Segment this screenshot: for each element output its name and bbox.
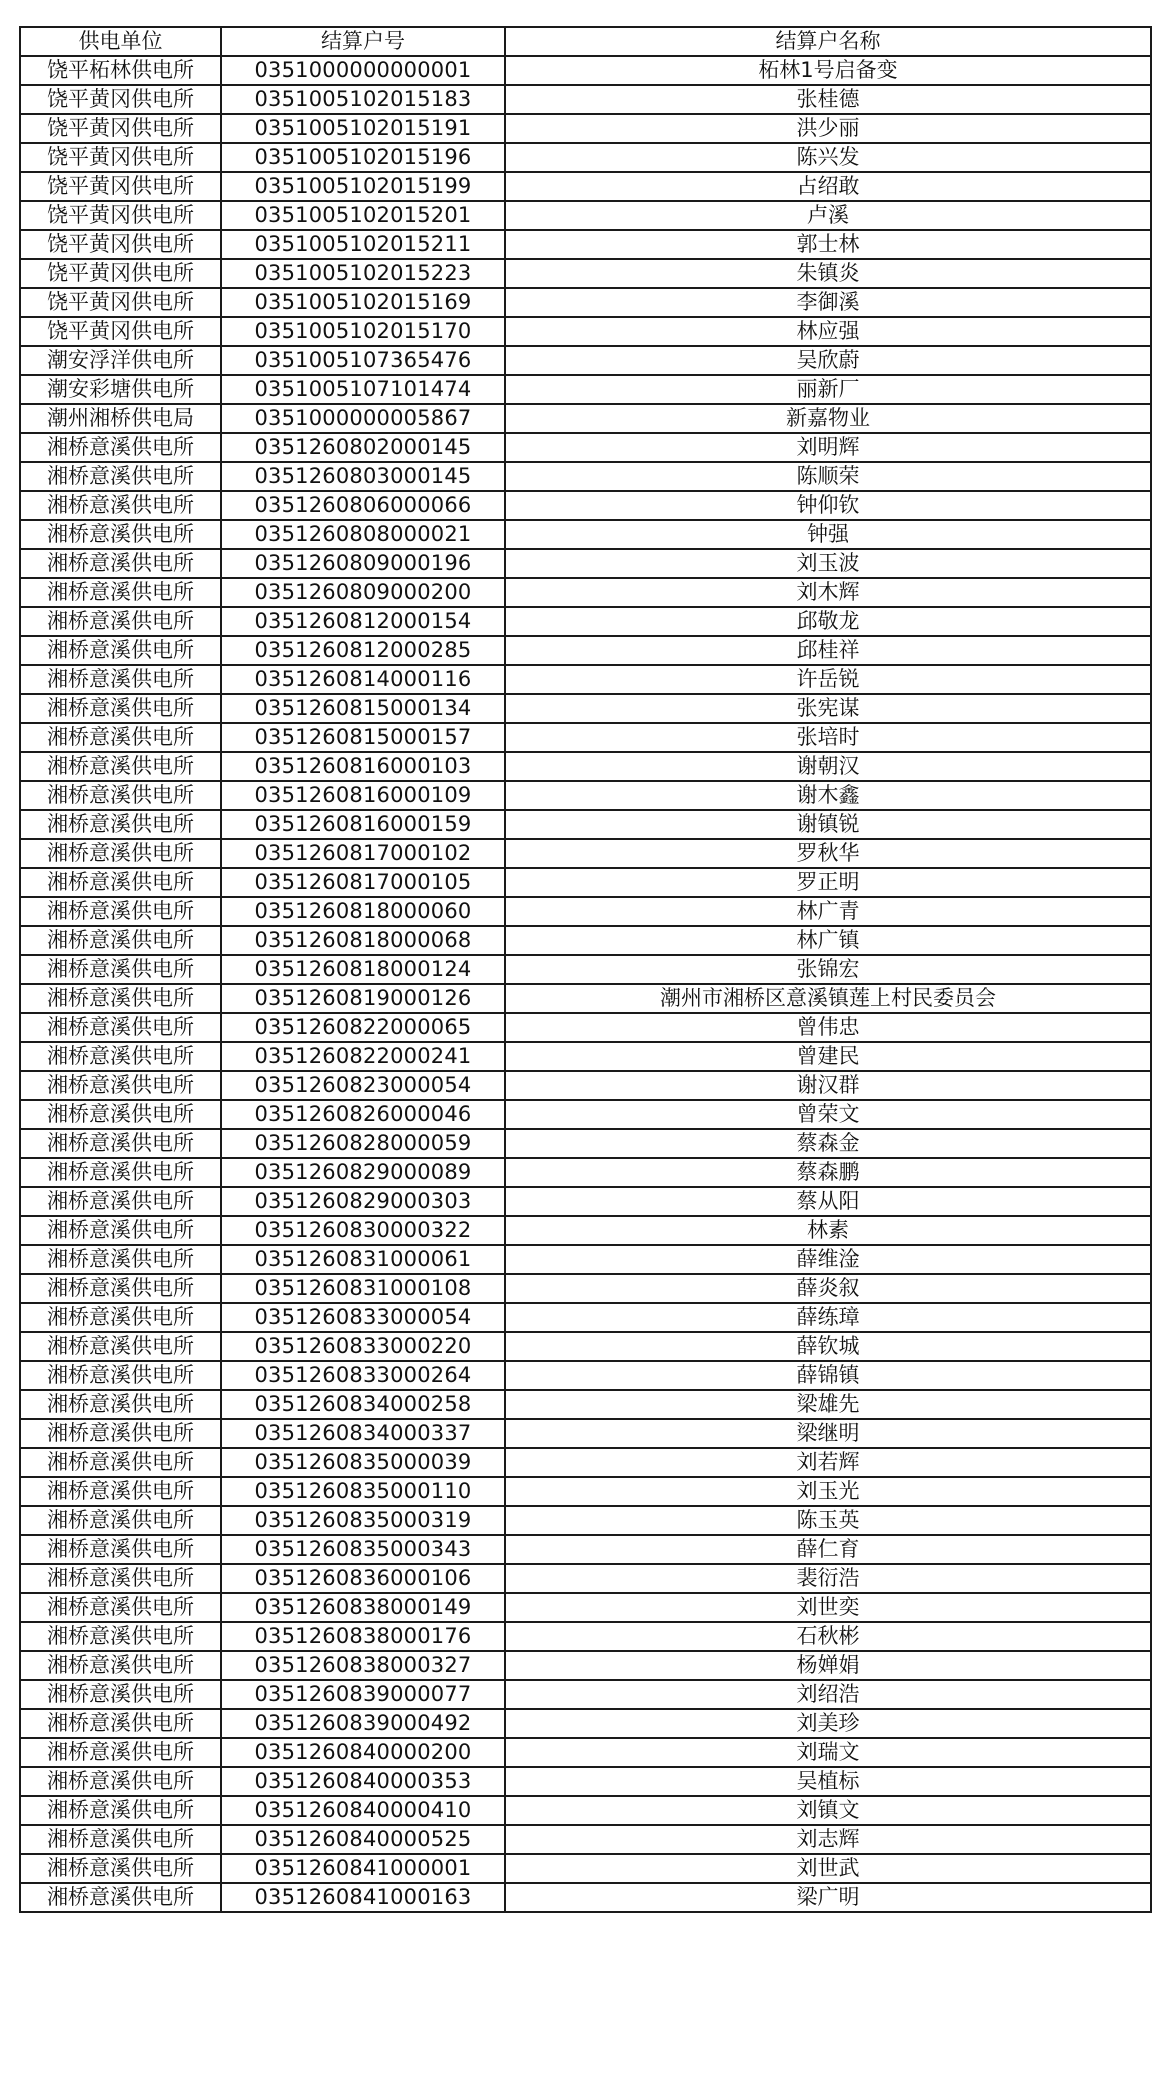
cell-supply-unit: 湘桥意溪供电所 [20, 1854, 221, 1883]
table-row [20, 897, 1151, 926]
cell-account-number: 0351260812000154 [221, 607, 505, 636]
cell-account-name: 罗正明 [505, 868, 1151, 897]
table-row [20, 1100, 1151, 1129]
cell-supply-unit: 湘桥意溪供电所 [20, 926, 221, 955]
table-row [20, 317, 1151, 346]
cell-account-name: 钟仰钦 [505, 491, 1151, 520]
cell-account-name: 蔡森鹏 [505, 1158, 1151, 1187]
cell-account-name: 梁广明 [505, 1883, 1151, 1912]
cell-supply-unit: 湘桥意溪供电所 [20, 520, 221, 549]
cell-supply-unit: 潮州湘桥供电局 [20, 404, 221, 433]
header-supply-unit: 供电单位 [20, 27, 221, 56]
cell-account-name: 李御溪 [505, 288, 1151, 317]
cell-supply-unit: 湘桥意溪供电所 [20, 665, 221, 694]
cell-account-name: 薛炎叙 [505, 1274, 1151, 1303]
cell-account-name: 谢朝汉 [505, 752, 1151, 781]
cell-supply-unit: 湘桥意溪供电所 [20, 1390, 221, 1419]
cell-account-name: 梁继明 [505, 1419, 1151, 1448]
cell-account-name: 潮州市湘桥区意溪镇莲上村民委员会 [505, 984, 1151, 1013]
cell-account-number: 0351260816000159 [221, 810, 505, 839]
cell-account-number: 0351260828000059 [221, 1129, 505, 1158]
cell-account-name: 张培时 [505, 723, 1151, 752]
cell-supply-unit: 潮安浮洋供电所 [20, 346, 221, 375]
cell-account-name: 刘世武 [505, 1854, 1151, 1883]
cell-account-name: 曾荣文 [505, 1100, 1151, 1129]
cell-account-number: 0351260816000109 [221, 781, 505, 810]
cell-account-number: 0351260826000046 [221, 1100, 505, 1129]
cell-account-number: 0351260841000001 [221, 1854, 505, 1883]
cell-account-name: 林广镇 [505, 926, 1151, 955]
cell-supply-unit: 湘桥意溪供电所 [20, 1448, 221, 1477]
table-row [20, 1390, 1151, 1419]
table-row [20, 1622, 1151, 1651]
cell-account-number: 0351260829000303 [221, 1187, 505, 1216]
cell-account-name: 林应强 [505, 317, 1151, 346]
cell-account-number: 0351260834000258 [221, 1390, 505, 1419]
cell-supply-unit: 湘桥意溪供电所 [20, 1274, 221, 1303]
cell-supply-unit: 湘桥意溪供电所 [20, 1332, 221, 1361]
cell-account-name: 薛仁育 [505, 1535, 1151, 1564]
cell-supply-unit: 湘桥意溪供电所 [20, 810, 221, 839]
cell-account-name: 郭士林 [505, 230, 1151, 259]
table-row [20, 1796, 1151, 1825]
cell-account-number: 0351260833000220 [221, 1332, 505, 1361]
cell-supply-unit: 饶平黄冈供电所 [20, 114, 221, 143]
table-row [20, 1419, 1151, 1448]
cell-account-number: 0351000000000001 [221, 56, 505, 85]
cell-supply-unit: 湘桥意溪供电所 [20, 1883, 221, 1912]
cell-account-name: 林广青 [505, 897, 1151, 926]
table-row [20, 694, 1151, 723]
cell-account-name: 张锦宏 [505, 955, 1151, 984]
cell-account-name: 曾建民 [505, 1042, 1151, 1071]
table-row [20, 1071, 1151, 1100]
cell-supply-unit: 湘桥意溪供电所 [20, 1187, 221, 1216]
table-row [20, 1274, 1151, 1303]
cell-supply-unit: 湘桥意溪供电所 [20, 491, 221, 520]
cell-account-name: 刘玉光 [505, 1477, 1151, 1506]
cell-supply-unit: 饶平黄冈供电所 [20, 230, 221, 259]
cell-supply-unit: 饶平柘林供电所 [20, 56, 221, 85]
cell-supply-unit: 湘桥意溪供电所 [20, 1738, 221, 1767]
cell-supply-unit: 湘桥意溪供电所 [20, 1419, 221, 1448]
cell-supply-unit: 湘桥意溪供电所 [20, 781, 221, 810]
table-row [20, 172, 1151, 201]
cell-account-number: 0351260836000106 [221, 1564, 505, 1593]
cell-account-name: 钟强 [505, 520, 1151, 549]
cell-supply-unit: 湘桥意溪供电所 [20, 1680, 221, 1709]
cell-supply-unit: 饶平黄冈供电所 [20, 317, 221, 346]
cell-account-number: 0351005102015201 [221, 201, 505, 230]
table-row [20, 375, 1151, 404]
cell-supply-unit: 湘桥意溪供电所 [20, 1535, 221, 1564]
cell-supply-unit: 湘桥意溪供电所 [20, 1477, 221, 1506]
table-row [20, 723, 1151, 752]
table-row [20, 259, 1151, 288]
cell-account-name: 陈兴发 [505, 143, 1151, 172]
table-row [20, 578, 1151, 607]
header-account-name: 结算户名称 [505, 27, 1151, 56]
cell-account-name: 罗秋华 [505, 839, 1151, 868]
table-row [20, 1245, 1151, 1274]
cell-account-number: 0351260840000410 [221, 1796, 505, 1825]
cell-account-number: 0351260822000241 [221, 1042, 505, 1071]
cell-supply-unit: 湘桥意溪供电所 [20, 1071, 221, 1100]
cell-supply-unit: 潮安彩塘供电所 [20, 375, 221, 404]
cell-account-name: 刘明辉 [505, 433, 1151, 462]
table-row [20, 665, 1151, 694]
cell-supply-unit: 湘桥意溪供电所 [20, 897, 221, 926]
cell-account-number: 0351260831000061 [221, 1245, 505, 1274]
cell-account-name: 卢溪 [505, 201, 1151, 230]
cell-supply-unit: 饶平黄冈供电所 [20, 201, 221, 230]
table-row [20, 1303, 1151, 1332]
table-row [20, 1680, 1151, 1709]
cell-supply-unit: 饶平黄冈供电所 [20, 288, 221, 317]
table-row [20, 752, 1151, 781]
cell-account-name: 刘美珍 [505, 1709, 1151, 1738]
table-row [20, 462, 1151, 491]
cell-account-number: 0351260809000200 [221, 578, 505, 607]
cell-supply-unit: 湘桥意溪供电所 [20, 1593, 221, 1622]
cell-account-number: 0351260833000054 [221, 1303, 505, 1332]
cell-account-name: 蔡从阳 [505, 1187, 1151, 1216]
cell-account-number: 0351005102015191 [221, 114, 505, 143]
table-row [20, 1854, 1151, 1883]
cell-account-number: 0351260830000322 [221, 1216, 505, 1245]
cell-account-number: 0351260812000285 [221, 636, 505, 665]
table-row [20, 230, 1151, 259]
cell-supply-unit: 湘桥意溪供电所 [20, 955, 221, 984]
cell-account-number: 0351005102015199 [221, 172, 505, 201]
cell-supply-unit: 湘桥意溪供电所 [20, 1013, 221, 1042]
cell-account-number: 0351005102015211 [221, 230, 505, 259]
cell-account-number: 0351005102015196 [221, 143, 505, 172]
cell-account-name: 刘绍浩 [505, 1680, 1151, 1709]
cell-account-name: 梁雄先 [505, 1390, 1151, 1419]
cell-account-number: 0351260803000145 [221, 462, 505, 491]
cell-account-number: 0351260823000054 [221, 1071, 505, 1100]
cell-supply-unit: 湘桥意溪供电所 [20, 1100, 221, 1129]
cell-supply-unit: 湘桥意溪供电所 [20, 549, 221, 578]
cell-account-name: 裴衍浩 [505, 1564, 1151, 1593]
table-row [20, 346, 1151, 375]
header-account-number: 结算户号 [221, 27, 505, 56]
cell-account-number: 0351260840000200 [221, 1738, 505, 1767]
cell-account-name: 许岳锐 [505, 665, 1151, 694]
cell-account-number: 0351005107365476 [221, 346, 505, 375]
cell-account-name: 杨婵娟 [505, 1651, 1151, 1680]
cell-account-name: 刘世奕 [505, 1593, 1151, 1622]
cell-account-number: 0351260819000126 [221, 984, 505, 1013]
table-row [20, 1187, 1151, 1216]
cell-account-name: 邱敬龙 [505, 607, 1151, 636]
table-row [20, 1448, 1151, 1477]
cell-account-name: 谢木鑫 [505, 781, 1151, 810]
cell-supply-unit: 湘桥意溪供电所 [20, 1767, 221, 1796]
cell-supply-unit: 湘桥意溪供电所 [20, 1216, 221, 1245]
cell-account-number: 0351260802000145 [221, 433, 505, 462]
cell-account-name: 林素 [505, 1216, 1151, 1245]
cell-account-number: 0351260841000163 [221, 1883, 505, 1912]
cell-account-name: 吴植标 [505, 1767, 1151, 1796]
cell-account-name: 柘林1号启备变 [505, 56, 1151, 85]
cell-supply-unit: 湘桥意溪供电所 [20, 1361, 221, 1390]
cell-account-number: 0351260838000176 [221, 1622, 505, 1651]
cell-account-number: 0351260839000077 [221, 1680, 505, 1709]
cell-account-number: 0351260817000105 [221, 868, 505, 897]
cell-account-name: 蔡森金 [505, 1129, 1151, 1158]
cell-supply-unit: 湘桥意溪供电所 [20, 636, 221, 665]
table-row [20, 1535, 1151, 1564]
cell-account-name: 丽新厂 [505, 375, 1151, 404]
cell-account-name: 薛锦镇 [505, 1361, 1151, 1390]
cell-account-number: 0351260829000089 [221, 1158, 505, 1187]
cell-supply-unit: 湘桥意溪供电所 [20, 1709, 221, 1738]
table-row [20, 85, 1151, 114]
table-row [20, 1013, 1151, 1042]
cell-supply-unit: 湘桥意溪供电所 [20, 1303, 221, 1332]
cell-account-name: 刘瑞文 [505, 1738, 1151, 1767]
cell-account-number: 0351005102015170 [221, 317, 505, 346]
cell-account-name: 谢镇锐 [505, 810, 1151, 839]
cell-account-number: 0351260835000319 [221, 1506, 505, 1535]
cell-supply-unit: 湘桥意溪供电所 [20, 1042, 221, 1071]
cell-account-number: 0351260839000492 [221, 1709, 505, 1738]
cell-account-number: 0351260835000110 [221, 1477, 505, 1506]
table-row [20, 404, 1151, 433]
header-row [20, 27, 1151, 56]
cell-supply-unit: 湘桥意溪供电所 [20, 1622, 221, 1651]
table-row [20, 1593, 1151, 1622]
cell-account-name: 新嘉物业 [505, 404, 1151, 433]
cell-account-number: 0351260822000065 [221, 1013, 505, 1042]
table-row [20, 636, 1151, 665]
table-row [20, 1129, 1151, 1158]
cell-supply-unit: 饶平黄冈供电所 [20, 143, 221, 172]
cell-account-name: 刘镇文 [505, 1796, 1151, 1825]
cell-account-name: 吴欣蔚 [505, 346, 1151, 375]
table-row [20, 984, 1151, 1013]
table-row [20, 1216, 1151, 1245]
table-row [20, 1883, 1151, 1912]
table-row [20, 288, 1151, 317]
cell-supply-unit: 饶平黄冈供电所 [20, 259, 221, 288]
cell-supply-unit: 湘桥意溪供电所 [20, 694, 221, 723]
cell-account-number: 0351260833000264 [221, 1361, 505, 1390]
cell-account-name: 陈玉英 [505, 1506, 1151, 1535]
cell-account-number: 0351260835000039 [221, 1448, 505, 1477]
table-row [20, 1332, 1151, 1361]
cell-account-name: 邱桂祥 [505, 636, 1151, 665]
table-row [20, 955, 1151, 984]
table-row [20, 56, 1151, 85]
table-row [20, 781, 1151, 810]
cell-account-name: 洪少丽 [505, 114, 1151, 143]
cell-account-number: 0351005102015223 [221, 259, 505, 288]
cell-account-name: 薛钦城 [505, 1332, 1151, 1361]
cell-supply-unit: 湘桥意溪供电所 [20, 1245, 221, 1274]
table-row [20, 1825, 1151, 1854]
cell-account-name: 曾伟忠 [505, 1013, 1151, 1042]
cell-supply-unit: 饶平黄冈供电所 [20, 85, 221, 114]
cell-account-number: 0351260818000124 [221, 955, 505, 984]
table-row [20, 1361, 1151, 1390]
table-row [20, 607, 1151, 636]
settlement-accounts-sheet [19, 26, 1150, 1913]
cell-account-number: 0351005107101474 [221, 375, 505, 404]
cell-account-name: 张宪谋 [505, 694, 1151, 723]
cell-account-number: 0351260838000327 [221, 1651, 505, 1680]
table-row [20, 926, 1151, 955]
cell-account-name: 刘若辉 [505, 1448, 1151, 1477]
cell-account-number: 0351260814000116 [221, 665, 505, 694]
table-row [20, 520, 1151, 549]
table-row [20, 491, 1151, 520]
table-row [20, 1738, 1151, 1767]
table-row [20, 433, 1151, 462]
table-row [20, 1477, 1151, 1506]
cell-account-name: 薛练璋 [505, 1303, 1151, 1332]
cell-supply-unit: 湘桥意溪供电所 [20, 1825, 221, 1854]
table-row [20, 1651, 1151, 1680]
table-row [20, 1042, 1151, 1071]
cell-account-number: 0351260834000337 [221, 1419, 505, 1448]
cell-supply-unit: 湘桥意溪供电所 [20, 607, 221, 636]
table-row [20, 1767, 1151, 1796]
cell-supply-unit: 湘桥意溪供电所 [20, 868, 221, 897]
cell-supply-unit: 湘桥意溪供电所 [20, 1564, 221, 1593]
cell-account-name: 刘志辉 [505, 1825, 1151, 1854]
cell-supply-unit: 湘桥意溪供电所 [20, 1796, 221, 1825]
cell-account-number: 0351260831000108 [221, 1274, 505, 1303]
table-row [20, 839, 1151, 868]
cell-supply-unit: 湘桥意溪供电所 [20, 1506, 221, 1535]
table-row [20, 549, 1151, 578]
cell-account-name: 张桂德 [505, 85, 1151, 114]
cell-supply-unit: 湘桥意溪供电所 [20, 578, 221, 607]
cell-account-number: 0351260809000196 [221, 549, 505, 578]
table-row [20, 868, 1151, 897]
cell-supply-unit: 湘桥意溪供电所 [20, 462, 221, 491]
table-row [20, 1506, 1151, 1535]
cell-account-name: 刘玉波 [505, 549, 1151, 578]
table-row [20, 114, 1151, 143]
cell-supply-unit: 湘桥意溪供电所 [20, 1158, 221, 1187]
cell-account-number: 0351260818000060 [221, 897, 505, 926]
cell-account-number: 0351260840000525 [221, 1825, 505, 1854]
cell-account-number: 0351000000005867 [221, 404, 505, 433]
cell-account-number: 0351260816000103 [221, 752, 505, 781]
cell-account-number: 0351260815000134 [221, 694, 505, 723]
table-header [20, 27, 1151, 56]
cell-account-name: 占绍敢 [505, 172, 1151, 201]
table-row [20, 201, 1151, 230]
cell-supply-unit: 湘桥意溪供电所 [20, 723, 221, 752]
cell-supply-unit: 湘桥意溪供电所 [20, 1129, 221, 1158]
cell-account-name: 陈顺荣 [505, 462, 1151, 491]
cell-account-number: 0351260818000068 [221, 926, 505, 955]
cell-account-number: 0351005102015169 [221, 288, 505, 317]
cell-account-name: 薛维淦 [505, 1245, 1151, 1274]
cell-account-number: 0351260838000149 [221, 1593, 505, 1622]
table-row [20, 810, 1151, 839]
cell-supply-unit: 湘桥意溪供电所 [20, 984, 221, 1013]
cell-account-number: 0351260806000066 [221, 491, 505, 520]
table-body [20, 56, 1151, 1912]
cell-supply-unit: 饶平黄冈供电所 [20, 172, 221, 201]
cell-account-number: 0351260840000353 [221, 1767, 505, 1796]
cell-supply-unit: 湘桥意溪供电所 [20, 839, 221, 868]
cell-account-name: 谢汉群 [505, 1071, 1151, 1100]
table-row [20, 143, 1151, 172]
table-row [20, 1564, 1151, 1593]
cell-account-number: 0351260835000343 [221, 1535, 505, 1564]
settlement-accounts-table [19, 26, 1152, 1913]
cell-account-name: 石秋彬 [505, 1622, 1151, 1651]
cell-supply-unit: 湘桥意溪供电所 [20, 752, 221, 781]
cell-account-name: 刘木辉 [505, 578, 1151, 607]
table-row [20, 1158, 1151, 1187]
cell-account-name: 朱镇炎 [505, 259, 1151, 288]
cell-account-number: 0351005102015183 [221, 85, 505, 114]
cell-supply-unit: 湘桥意溪供电所 [20, 1651, 221, 1680]
cell-account-number: 0351260815000157 [221, 723, 505, 752]
table-row [20, 1709, 1151, 1738]
cell-supply-unit: 湘桥意溪供电所 [20, 433, 221, 462]
cell-account-number: 0351260817000102 [221, 839, 505, 868]
cell-account-number: 0351260808000021 [221, 520, 505, 549]
